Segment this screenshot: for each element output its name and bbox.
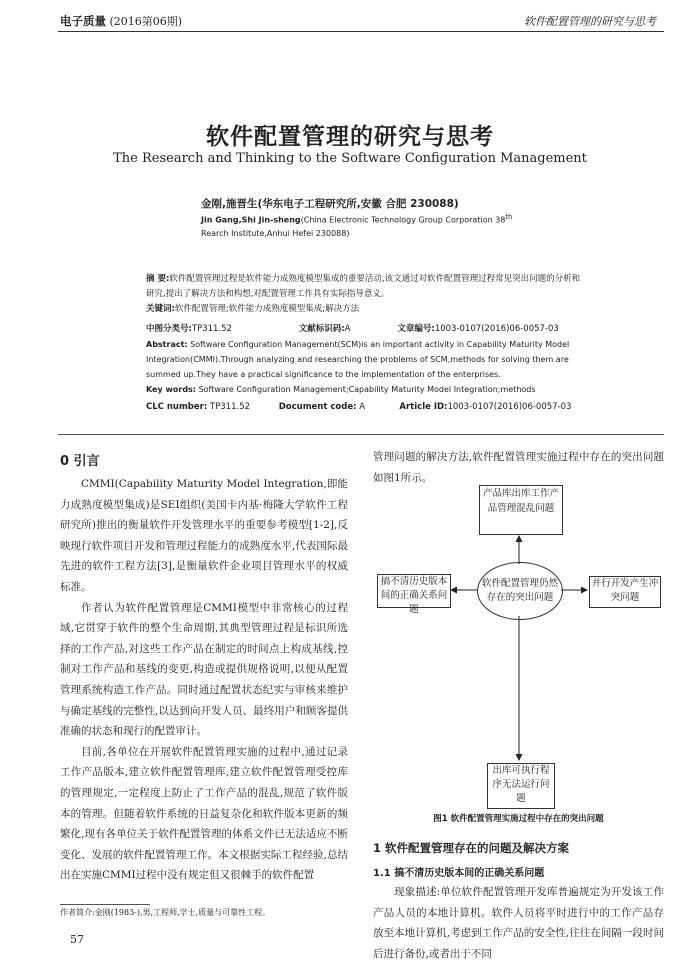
paragraph: 管理问题的解决方法,软件配置管理实施过程中存在的突出问题如图1所示。 (373, 451, 664, 484)
title-en: The Research and Thinking to the Software Configuration Management (113, 151, 587, 166)
abstract-rule (58, 434, 664, 435)
running-header-left (60, 13, 182, 29)
article-id-en-label: Article ID: (399, 402, 448, 412)
figure-box-top: 产品库出库工作产品管理混乱问题 (479, 485, 563, 535)
clc-en-value: TP311.52 (209, 402, 251, 412)
doc-code-en-label: Document code: (278, 402, 357, 412)
paragraph: CMMI(Capability Maturity Model Integration,即能力成熟度模型集成)是SEI组织(美国卡内基·梅隆大学软件工程研究所)推出的衡量软件开发管理水平的重要参考模型[1-2],反映现行软件项目开发和管理过程能力的成熟度水平,代表国际最先进的软件工程方法[3],是衡量软件企业项目管理水平的权威标准。 (60, 478, 348, 593)
clc-cn-label: 中图分类号: (146, 324, 192, 334)
doc-code-cn-value: A (344, 324, 351, 334)
keywords-cn-label: 关键词: (146, 304, 175, 314)
abstract-en (146, 337, 582, 397)
journal-name: 电子质量 (60, 14, 106, 28)
abstract-cn-text: 软件配置管理过程是软件能力成熟度模型集成的重要活动,该文通过对软件配置管理过程常见突出问题的分析和研究,提出了解决方法和构想,对配置管理工作具有实际指导意义。 (146, 274, 581, 299)
authors-en (201, 211, 521, 240)
section-1-heading: 1 软件配置管理存在的问题及解决方案 (373, 841, 570, 855)
doc-code-en-value: A (359, 402, 366, 412)
keywords-en-label: Key words: (146, 385, 197, 394)
authors-en-names: Jin Gang,Shi Jin-sheng (201, 215, 301, 225)
affiliation-en-1: (China Electronic Technology Group Corporation 38 (300, 215, 506, 225)
authors-cn: 金刚,施晋生(华东电子工程研究所,安徽 合肥 230088) (201, 198, 459, 210)
affiliation-en-2: Rearch Institute,Anhui Hefei 230088) (201, 228, 350, 238)
running-header-title: 软件配置管理的研究与思考 (524, 15, 656, 28)
keywords-cn-text: 软件配置管理;软件能力成熟度模型集成;解决方法 (174, 304, 360, 314)
clc-en-label: CLC number: (146, 402, 208, 412)
clc-cn-value: TP311.52 (191, 324, 232, 334)
figure-box-right: 并行开发产生冲突问题 (589, 576, 661, 608)
paragraph: 目前,各单位在开展软件配置管理实施的过程中,通过记录工作产品版本,建立软件配置管理库,建立软件配置管理受控库的管理规定,一定程度上防止了工作产品的混乱,规范了软件版本的管理。但随着软件系统的日益复杂化和软件版本更新的频繁化,现有各单位关于软件配置管理的体系文件已无法适应不断变化、发展的软件配置管理工作。本文根据实际工程经验,总结出在实施CMMI过程中没有规定但又很棘手的软件配置 (60, 745, 348, 882)
article-no-cn-value: 1003-0107(2016)06-0057-03 (434, 324, 559, 334)
figure-box-bottom: 出库可执行程序无法运行问题 (487, 763, 555, 809)
paragraph: 现象描述:单位软件配置管理开发库普遍规定为开发该工作产品人员的本地计算机。软件人员将平时进行中的工作产品存放至本地计算机,考虑到工作产品的安全性,往往在间隔一段时间后进行备份,或者出于不同 (373, 886, 664, 960)
left-column-body (60, 474, 348, 886)
affiliation-en-sup: th (505, 213, 513, 221)
header-rule (58, 31, 664, 32)
journal-issue: (2016第06期) (109, 15, 183, 28)
footnote-rule (60, 904, 150, 905)
figure-box-left: 搞不清历史版本间的正确关系问题 (377, 574, 451, 608)
abstract-en-text: Software Configuration Management(SCM)is an important activity in Capability Maturity Model Integration(CMMI).Through analyzing and researching the problems of SCM,methods for solving them are summed up.They have a practical significance to the implementation of the enterprises. (146, 340, 570, 379)
figure-1 (373, 484, 664, 804)
section-0-heading: 0 引言 (60, 454, 100, 469)
article-id-en-value: 1003-0107(2016)06-0057-03 (447, 402, 572, 412)
paragraph: 作者认为软件配置管理是CMMI模型中非常核心的过程域,它贯穿于软件的整个生命周期,其典型管理过程是标识所选择的工作产品,对这些工作产品在制定的时间点上构成基线,控制对工作产品和基线的变更,构造或提供规格说明,以便从配置管理系统构造工作产品。同时通过配置状态纪实与审核来维护与确定基线的完整性,以达到向开发人员、最终用户和顾客提供准确的状态和现行的配置审计。 (60, 601, 348, 738)
figure-center-ellipse: 软件配置管理仍然存在的突出问题 (477, 562, 563, 620)
abstract-cn-label: 摘 要: (146, 274, 170, 284)
author-footnote: 作者简介:金刚(1983-),男,工程师,学士,质量与可靠性工程。 (60, 908, 271, 917)
classification-en (146, 402, 582, 412)
section-1-1-heading: 1.1 搞不清历史版本间的正确关系问题 (373, 868, 545, 879)
figure-1-caption: 图1 软件配置管理实施过程中存在的突出问题 (433, 814, 604, 824)
doc-code-cn-label: 文献标识码: (298, 324, 345, 334)
keywords-en-text: Software Configuration Management;Capability Maturity Model Integration;methods (198, 385, 536, 394)
article-no-cn-label: 文章编号: (397, 324, 435, 334)
right-column-intro (373, 447, 664, 488)
title-cn: 软件配置管理的研究与思考 (206, 124, 494, 150)
right-column-body (373, 882, 664, 960)
page-number: 57 (70, 933, 84, 946)
classification-cn (146, 322, 582, 334)
abstract-cn (146, 272, 582, 317)
abstract-en-label: Abstract: (146, 340, 188, 349)
